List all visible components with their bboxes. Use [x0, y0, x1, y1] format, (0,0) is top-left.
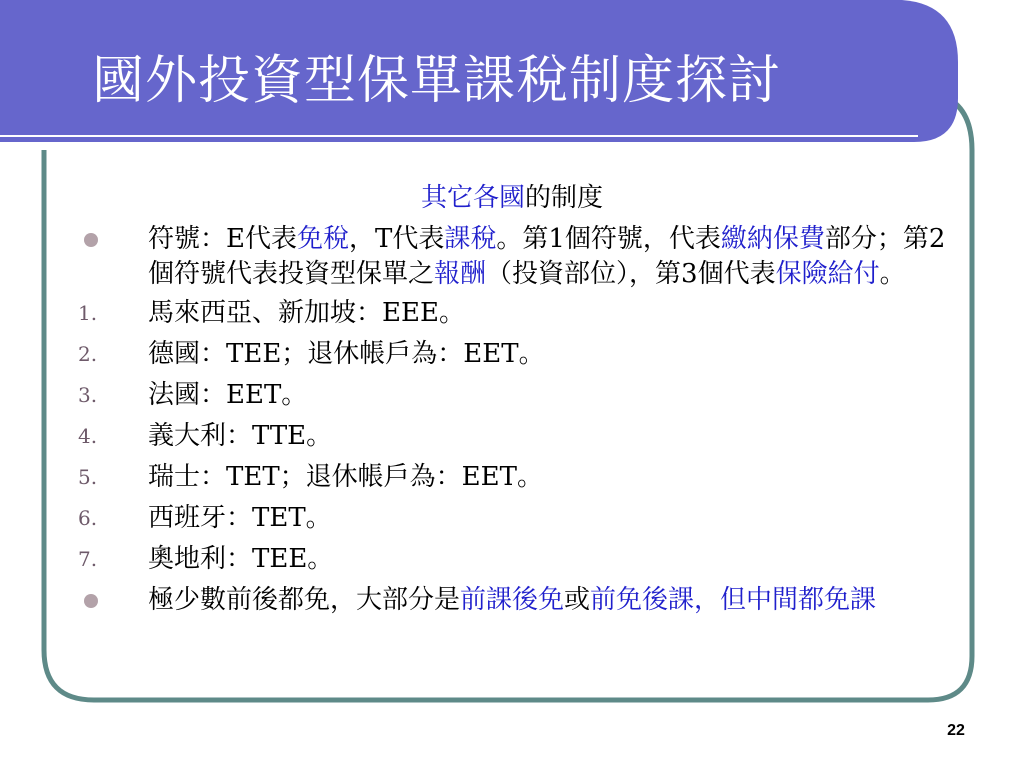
plain-text: 。第1個符號，代表: [496, 224, 721, 254]
plain-text: 極少數前後都免，大部分是: [148, 585, 461, 615]
subtitle-highlight: 其它各國: [420, 183, 525, 213]
highlight-text: 免稅: [296, 224, 349, 254]
list-text: 義大利：TTE。: [148, 421, 333, 451]
bullet-item: [78, 583, 968, 622]
plain-text: 符號：E代表: [148, 224, 297, 254]
plain-text: 部分；第2個符號代表投資型保單之: [148, 224, 946, 289]
list-item: [78, 296, 968, 337]
list-item: [78, 501, 968, 542]
subtitle: [0, 180, 1024, 216]
highlight-text: 課稅: [444, 224, 497, 254]
plain-text: （投資部位），第3個代表: [486, 259, 776, 289]
list-item: [78, 460, 968, 501]
plain-text: ，T代表: [349, 224, 445, 254]
plain-text: 。: [879, 259, 906, 289]
bullet-text: [148, 224, 945, 289]
list-number: 2.: [78, 342, 98, 366]
bullet-text: [148, 585, 876, 615]
list-number: 3.: [78, 383, 98, 407]
highlight-text: 繳納保費: [720, 224, 825, 254]
list-item: [78, 378, 968, 419]
list-number: 6.: [78, 506, 98, 530]
list-number: 4.: [78, 424, 98, 448]
highlight-text: 前課後免: [460, 585, 565, 615]
highlight-text: 報酬: [434, 259, 487, 289]
plain-text: 或: [564, 585, 591, 615]
bullet-dot-icon: [78, 222, 134, 257]
list-item: [78, 419, 968, 460]
highlight-text: 保險給付: [775, 259, 880, 289]
list-number: 7.: [78, 547, 98, 571]
slide-content: [78, 222, 968, 622]
page-number: 22: [947, 722, 965, 739]
bullet-item: [78, 222, 968, 296]
list-item: [78, 337, 968, 378]
list-item: [78, 542, 968, 583]
highlight-text: 前免後課，但中間都免課: [590, 585, 877, 615]
list-text: 奧地利：TEE。: [148, 544, 334, 574]
list-number: 5.: [78, 465, 98, 489]
list-text: 瑞士：TET；退休帳戶為：EET。: [148, 462, 543, 492]
subtitle-text: 的制度: [525, 183, 604, 213]
list-text: 馬來西亞、新加坡：EEE。: [148, 298, 465, 328]
list-text: 西班牙：TET。: [148, 503, 332, 533]
bullet-dot-icon: [78, 583, 134, 618]
slide-title: 國外投資型保單課稅制度探討: [92, 51, 782, 111]
list-number: 1.: [78, 301, 98, 325]
list-text: 法國：EET。: [148, 380, 308, 410]
list-text: 德國：TEE；退休帳戶為：EET。: [148, 339, 545, 369]
